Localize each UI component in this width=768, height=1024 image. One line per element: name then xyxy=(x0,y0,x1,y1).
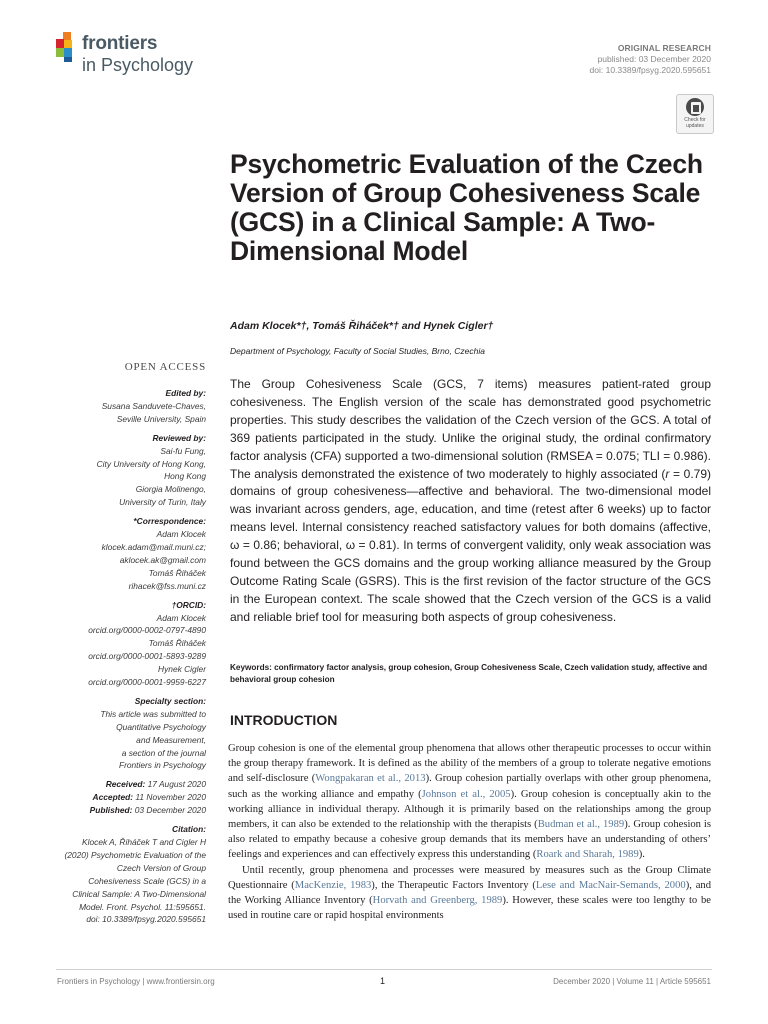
reference-link[interactable]: Wongpakaran et al., 2013 xyxy=(315,773,426,785)
sidebar-line: University of Turin, Italy xyxy=(119,497,206,508)
body-text: ). However, these scales were too lengthy to be used in routine care or rapid hospital environments xyxy=(228,895,711,922)
published-label: Published: xyxy=(89,805,133,816)
open-access-label: OPEN ACCESS xyxy=(124,361,206,373)
sidebar-line: Model. Front. Psychol. 11:595651. xyxy=(79,901,206,912)
orcid-link[interactable]: orcid.org/0000-0001-9959-6227 xyxy=(88,677,206,688)
keywords: Keywords: confirmatory factor analysis, group cohesion, Group Cohesiveness Scale, Czech validation study, affective and behavioral group cohesion xyxy=(230,663,708,684)
body-text: Until recently, group phenomena and processes were measured by measures such as the Group Climate Questionnaire ( xyxy=(228,864,711,891)
correlation-symbol: r xyxy=(665,466,670,481)
article-doi[interactable]: doi: 10.3389/fpsyg.2020.595651 xyxy=(589,65,711,75)
journal-name-line1: frontiers xyxy=(82,33,158,54)
footer-divider xyxy=(56,969,712,970)
article-type: ORIGINAL RESEARCH xyxy=(617,43,711,53)
section-heading: INTRODUCTION xyxy=(230,712,338,728)
dates-section xyxy=(40,778,206,817)
email-link[interactable]: klocek.adam@mail.muni.cz; xyxy=(101,541,206,552)
edited-by-heading: Edited by: xyxy=(165,388,206,398)
bookmark-icon xyxy=(686,98,704,116)
received-date: 17 August 2020 xyxy=(147,779,206,790)
journal-name-line2: in Psychology xyxy=(82,55,194,75)
page-number: 1 xyxy=(380,976,386,986)
email-link[interactable]: rihacek@fss.muni.cz xyxy=(128,580,206,591)
citation-heading: Citation: xyxy=(172,824,206,835)
reviewed-by-heading: Reviewed by: xyxy=(152,432,206,443)
reference-link[interactable]: Lese and MacNair-Semands, 2000 xyxy=(535,879,686,891)
sidebar-line: and Measurement, xyxy=(136,734,206,745)
article-title: Psychometric Evaluation of the Czech Version of Group Cohesiveness Scale (GCS) in a Clinical Sample: A Two-Dimensional Model xyxy=(230,149,703,266)
article-info-sidebar xyxy=(40,387,206,932)
sidebar-line: Quantitative Psychology xyxy=(116,721,206,732)
sidebar-line: Adam Klocek xyxy=(156,612,206,623)
sidebar-line: Seville University, Spain xyxy=(116,413,206,424)
orcid-link[interactable]: orcid.org/0000-0001-5893-9289 xyxy=(88,651,206,662)
abstract-text: The Group Cohesiveness Scale (GCS, 7 items) measures patient-rated group cohesiveness. The English version of the scale has demonstrated good psychometric properties. This study describes the validation of the Czech version of the GCS. A total of 369 patients participated in the study. Unlike the original study, the ordinal confirmatory factor analysis (CFA) supported a two-dimensional solution (RMSEA = 0.075; TLI = 0.986). The analysis demonstrated the existence of two moderately to highly associated ( xyxy=(230,377,711,481)
sidebar-line: Adam Klocek xyxy=(156,529,206,540)
article-meta xyxy=(590,43,711,76)
body-text: ). Group cohesion is conceptually akin to the working alliance in individual therapy. Although it is primarily based on the relationships among the group members, it can also be extended to the relationship with the therapists ( xyxy=(228,788,711,831)
abstract-text: = 0.79) domains of group cohesiveness—affective and behavioral. The two-dimensional model was invariant across genders, age, education, and time (retest after 6 weeks) up to factor means level. Internal consistency reached satisfactory values for both domains (affective, ω = 0.86; behavioral, ω = 0.81). In terms of convergent validity, only weak association was found between the GCS domains and the group working alliance measured by the Group Outcome Rating Scale (GSRS). This is the first revision of the factor structure of the GCS in the European context. The scale showed that the Czech version of the GCS is a valid and reliable brief tool for measuring both aspects of group cohesiveness. xyxy=(230,466,711,624)
sidebar-line: Susana Sanduvete-Chaves, xyxy=(101,400,206,411)
correspondence-heading: *Correspondence: xyxy=(133,516,206,527)
sidebar-line: Frontiers in Psychology xyxy=(118,760,206,771)
sidebar-line: Clinical Sample: A Two-Dimensional xyxy=(72,888,206,899)
body-text: ), and the Working Alliance Inventory ( xyxy=(228,879,712,907)
published-date-sidebar: 03 December 2020 xyxy=(134,805,206,816)
journal-name[interactable] xyxy=(82,34,193,74)
sidebar-line: a section of the journal xyxy=(121,747,206,758)
sidebar-line: Hong Kong xyxy=(164,471,206,482)
reference-link[interactable]: Johnson et al., 2005 xyxy=(421,788,511,800)
badge-line1: Check for xyxy=(684,117,706,123)
sidebar-line: Giorgia Molinengo, xyxy=(135,484,206,495)
affiliation: Department of Psychology, Faculty of Social Studies, Brno, Czechia xyxy=(230,346,485,356)
introduction-body xyxy=(228,741,711,923)
footer-journal[interactable]: Frontiers in Psychology | www.frontiersin.org xyxy=(57,977,215,986)
sidebar-line: This article was submitted to xyxy=(100,708,206,719)
sidebar-line: (2020) Psychometric Evaluation of the xyxy=(64,849,206,860)
footer-issue: December 2020 | Volume 11 | Article 595651 xyxy=(553,977,711,986)
accepted-date: 11 November 2020 xyxy=(135,792,206,803)
sidebar-line: Czech Version of Group xyxy=(116,862,206,873)
edited-by-section xyxy=(40,387,206,426)
correspondence-section xyxy=(40,515,206,592)
orcid-heading: †ORCID: xyxy=(171,599,206,610)
body-text: ). xyxy=(638,849,645,861)
reviewed-by-section xyxy=(40,432,206,509)
reference-link[interactable]: Horvath and Greenberg, 1989 xyxy=(372,895,503,907)
sidebar-line: Cohesiveness Scale (GCS) in a xyxy=(88,875,206,886)
citation-doi-link[interactable]: doi: 10.3389/fpsyg.2020.595651 xyxy=(86,914,206,925)
body-text: ), the Therapeutic Factors Inventory ( xyxy=(371,879,536,891)
sidebar-line: Tomáš Řiháček xyxy=(148,567,206,578)
sidebar-line: Tomáš Řiháček xyxy=(148,638,206,649)
published-date: published: 03 December 2020 xyxy=(597,54,711,64)
sidebar-line: City University of Hong Kong, xyxy=(96,458,206,469)
reference-link[interactable]: Budman et al., 1989 xyxy=(537,819,625,831)
badge-line2: updates xyxy=(686,123,704,129)
abstract xyxy=(230,376,711,627)
body-text: Group cohesion is one of the elemental group phenomena that allows other therapeutic processes to occur within the group therapy framework. It is defined as the ability of the members of a group to tolerate negative emotions and self-disclosure ( xyxy=(228,743,711,785)
frontiers-logo-icon xyxy=(56,32,82,62)
specialty-section xyxy=(40,695,206,772)
check-for-updates-badge[interactable] xyxy=(676,94,714,134)
reference-link[interactable]: Roark and Sharah, 1989 xyxy=(536,849,639,861)
specialty-heading: Specialty section: xyxy=(134,695,206,706)
paragraph xyxy=(228,741,711,863)
received-label: Received: xyxy=(105,779,146,790)
paragraph xyxy=(228,863,711,924)
accepted-label: Accepted: xyxy=(92,792,134,803)
author-list: Adam Klocek*†, Tomáš Řiháček*† and Hynek Cigler† xyxy=(230,320,494,332)
sidebar-line: Klocek A, Řiháček T and Cigler H xyxy=(82,837,206,847)
sidebar-line: Hynek Cigler xyxy=(158,664,206,675)
body-text: ). Group cohesion is also related to empathy because a cohesive group demands that its members have an understanding of others’ feelings and experiences and can effectively express this understanding ( xyxy=(228,819,711,861)
reference-link[interactable]: MacKenzie, 1983 xyxy=(294,879,372,891)
orcid-section xyxy=(40,599,206,689)
sidebar-line: Sai-fu Fung, xyxy=(160,445,206,456)
orcid-link[interactable]: orcid.org/0000-0002-0797-4890 xyxy=(88,625,206,636)
body-text: ). Group cohesion partially overlaps with other group phenomena, such as the working alliance and empathy ( xyxy=(228,773,712,800)
email-link[interactable]: aklocek.ak@gmail.com xyxy=(119,554,206,565)
citation-section xyxy=(40,823,206,926)
